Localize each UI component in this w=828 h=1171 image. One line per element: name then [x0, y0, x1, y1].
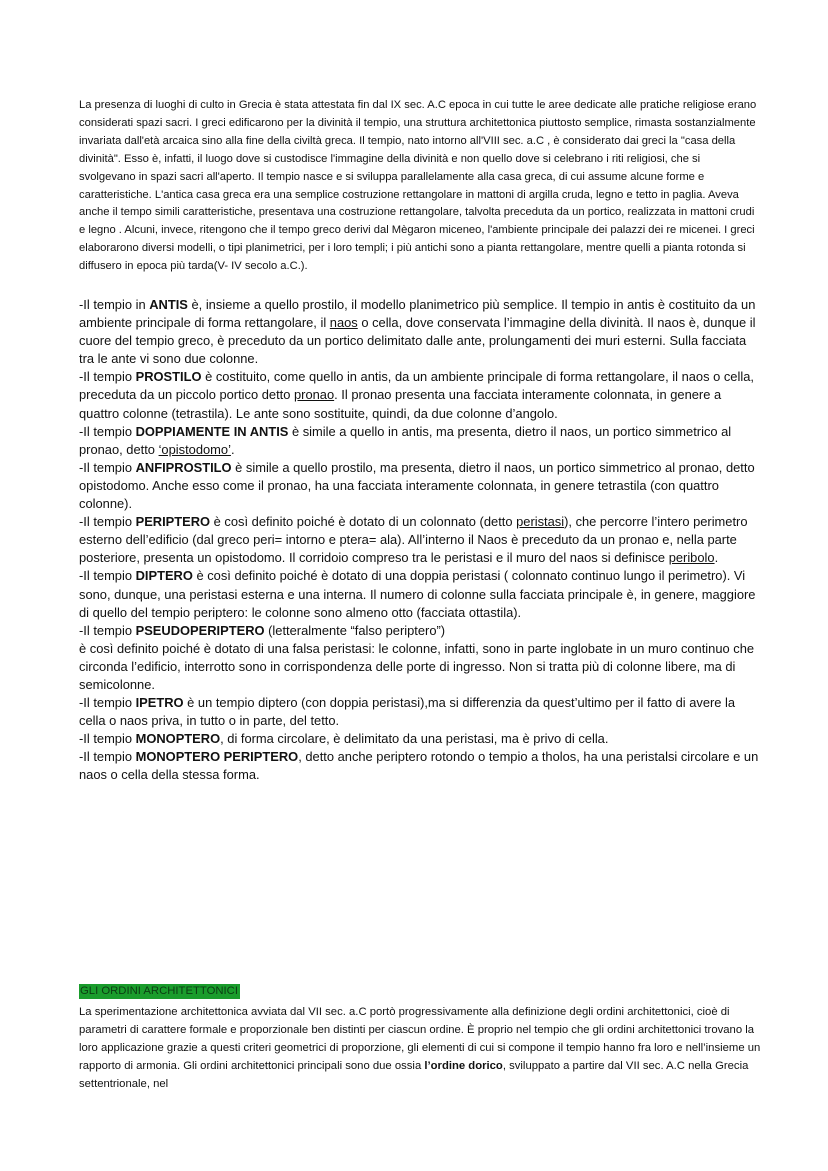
term-peribolo: peribolo	[668, 550, 715, 566]
type-monoptero: -Il tempio MONOPTERO, di forma circolare, è delimitato da una peristasi, ma è privo di cella.	[79, 731, 609, 747]
term-diptero: DIPTERO	[135, 568, 193, 584]
type-antis: -Il tempio in ANTIS è, insieme a quello prostilo, il modello planimetrico più semplice. Il tempio in antis è costituito da un ambiente principale di forma rettangolare, il naos o cella, dove conservata l’immagine della divinità. Il naos è, dunque il cuore del tempio greco, è preceduto da un portico delimitato dalle ante, prolungamenti dei muri esterni. Sulla facciata tra le ante vi sono due colonne.	[79, 297, 756, 367]
type-pseudoperiptero-desc: è così definito poiché è dotato di una falsa peristasi: le colonne, infatti, sono in parte inglobate in un muro continuo che circonda l’edificio, interrotto sono in corrispondenza delle porte di ingresso. Non si tratta più di colonne libere, ma di semicolonne.	[79, 640, 755, 692]
term-antis: ANTIS	[149, 297, 188, 312]
type-prostilo: -Il tempio PROSTILO è costituito, come quello in antis, da un ambiente principale di forma rettangolare, il naos o cella, preceduta da un piccolo portico detto pronao. Il pronao presenta una facciata interamente colonnata, in genere a quattro colonne (tetrastila). Le ante sono sostituite, quindi, da due colonne d’angolo.	[79, 369, 754, 421]
term-ordine-dorico: l’ordine dorico	[424, 1060, 503, 1072]
term-monoptero-periptero: MONOPTERO PERIPTERO	[135, 749, 299, 765]
intro-paragraph: La presenza di luoghi di culto in Grecia è stata attestata fin dal IX sec. A.C epoca in cui tutte le aree dedicate alle pratiche religiose erano considerati spazi sacri. I greci edificarono per la divinità il tempio, una struttura architettonica piuttosto semplice, rimasta sostanzialmente invariata dall'età arcaica sino alla fine della civiltà greca. Il tempio, nato intorno all'VIII sec. a.C , è considerato dai greci la "casa della divinità". Esso è, infatti, il luogo dove si custodisce l'immagine della divinità e non quello dove si celebrano i riti religiosi, che si svolgevano in spazi sacri all'aperto. Il tempio nasce e si sviluppa parallelamente alla casa greca, di cui assume alcune forme e caratteristiche. L'antica casa greca era una semplice costruzione rettangolare in mattoni di argilla cruda, legno e tetto in paglia. Aveva anche il tempo simili caratteristiche, presentava una costruzione rettangolare, talvolta preceduta da un portico, realizzata in mattoni crudi e legno . Alcuni, invece, ritengono che il tempo greco derivi dal Mègaron miceneo, l'ambiente principale dei palazzi dei re micenei. I greci elaborarono diversi modelli, o tipi planimetrici, per i loro templi; i più antichi sono a pianta rettangolare, mentre quelli a pianta rotonda si diffusero in epoca più tarda(V- IV secolo a.C.).	[79, 99, 757, 273]
term-naos: naos	[329, 315, 358, 331]
section-paragraph: La sperimentazione architettonica avviata dal VII sec. a.C portò progressivamente alla definizione degli ordini architettonici, cioè di parametri di carattere formale e proporzionale ben distinti per ciascun ordine. È proprio nel tempio che gli ordini architettonici trovano la loro applicazione grazie a questi criteri geometrici di proporzione, gli elementi di cui si compone il tempio hanno fra loro e nell’insieme un rapporto di armonia. Gli ordini architettonici principali sono due ossia l’ordine dorico, sviluppato a partire dal VII sec. A.C nella Grecia settentrionale, nel	[79, 1006, 761, 1090]
term-peristasi: peristasi	[516, 514, 565, 530]
term-ipetro: IPETRO	[135, 695, 184, 711]
type-anfiprostilo: -Il tempio ANFIPROSTILO è simile a quello prostilo, ma presenta, dietro il naos, un portico simmetrico al pronao, detto opistodomo. Anche esso come il pronao, ha una facciata interamente colonnata, in genere tetrastila (con quattro colonne).	[79, 459, 755, 512]
term-prostilo: PROSTILO	[135, 369, 202, 385]
type-diptero: -Il tempio DIPTERO è così definito poiché è dotato di una doppia peristasi ( colonnato continuo lungo il perimetro). Vi sono, dunque, una peristasi esterna e una interna. Il numero di colonne sulla facciata principale è, in genere, maggiore di quello del tempio periptero: le colonne sono almeno otto (facciata ottastila).	[79, 568, 756, 620]
type-ipetro: -Il tempio IPETRO è un tempio diptero (con doppia peristasi),ma si differenzia da quest’ultimo per il fatto di avere la cella o naos priva, in tutto o in parte, del tetto.	[79, 695, 736, 729]
type-monoptero-periptero: -Il tempio MONOPTERO PERIPTERO, detto anche periptero rotondo o tempio a tholos, ha una peristalsi circolare e un naos o cella della stessa forma.	[79, 749, 759, 783]
section-heading: GLI ORDINI ARCHITETTONICI	[80, 985, 238, 997]
term-monoptero: MONOPTERO	[135, 731, 221, 747]
term-pronao: pronao	[294, 387, 335, 403]
type-doppiamente-in-antis: -Il tempio DOPPIAMENTE IN ANTIS è simile a quello in antis, ma presenta, dietro il naos, un portico simmetrico al pronao, detto ‘opistodomo’.	[79, 423, 732, 457]
term-opistodomo: ‘opistodomo’	[158, 441, 231, 457]
type-pseudoperiptero: -Il tempio PSEUDOPERIPTERO (letteralmente “falso periptero”)	[79, 622, 446, 638]
temple-types-list	[79, 296, 759, 785]
term-anfiprostilo: ANFIPROSTILO	[135, 459, 232, 475]
type-periptero: -Il tempio PERIPTERO è così definito poiché è dotato di un colonnato (detto peristasi), che percorre l’intero perimetro esterno dell’edificio (dal greco peri= intorno e ptera= ala). All’interno il Naos è preceduto da un pronao e, nella parte posteriore, presenta un opistodomo. Il corridoio compreso tra le peristasi e il muro del naos si definisce peribolo.	[79, 514, 748, 566]
term-pseudoperiptero: PSEUDOPERIPTERO	[135, 622, 265, 638]
term-doppiamente-in-antis: DOPPIAMENTE IN ANTIS	[135, 423, 289, 439]
term-periptero: PERIPTERO	[135, 514, 211, 530]
